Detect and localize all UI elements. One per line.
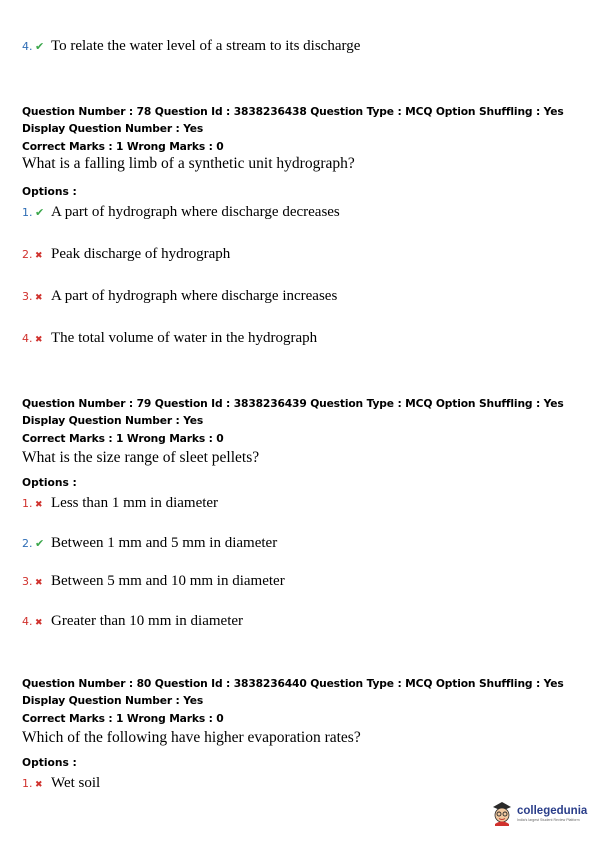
option-number: 4. [22,615,33,628]
options-label: Options : [22,185,77,198]
options-label: Options : [22,476,77,489]
option-item [22,495,218,512]
option-item [22,535,277,552]
question-text: What is a falling limb of a synthetic unit hydrograph? [22,155,355,172]
cross-icon: ✖ [35,500,43,510]
cross-icon: ✖ [35,618,43,628]
check-icon: ✔ [35,537,45,550]
cross-icon: ✖ [35,780,43,790]
check-icon: ✔ [35,206,45,219]
question-meta-line: Question Number : 79 Question Id : 3838236439 Question Type : MCQ Option Shuffling : Yes [22,397,564,410]
cross-icon: ✖ [35,335,43,345]
cross-icon: ✖ [35,293,43,303]
option-number: 2. [22,537,33,550]
option-number: 3. [22,575,33,588]
question-text: Which of the following have higher evaporation rates? [22,729,361,746]
cross-icon: ✖ [35,578,43,588]
options-label: Options : [22,756,77,769]
display-number-line: Display Question Number : Yes [22,122,204,135]
cross-icon: ✖ [35,251,43,261]
option-item [22,775,100,792]
option-text: A part of hydrograph where discharge decreases [51,204,340,220]
mascot-icon [490,800,514,826]
marks-line: Correct Marks : 1 Wrong Marks : 0 [22,712,224,725]
option-text: The total volume of water in the hydrograph [51,330,318,346]
option-number: 4. [22,332,33,345]
option-text: A part of hydrograph where discharge increases [51,288,338,304]
option-number: 1. [22,497,33,510]
option-text: Greater than 10 mm in diameter [51,613,244,629]
option-text: To relate the water level of a stream to its discharge [51,38,361,54]
option-text: Between 1 mm and 5 mm in diameter [51,535,278,551]
collegedunia-logo [490,800,587,826]
logo-name: collegedunia [517,804,588,817]
option-item [22,38,360,55]
option-number: 1. [22,206,33,219]
option-text: Between 5 mm and 10 mm in diameter [51,573,285,589]
question-meta-line: Question Number : 78 Question Id : 3838236438 Question Type : MCQ Option Shuffling : Yes [22,105,564,118]
marks-line: Correct Marks : 1 Wrong Marks : 0 [22,432,224,445]
question-text: What is the size range of sleet pellets? [22,449,260,466]
option-item [22,613,243,630]
display-number-line: Display Question Number : Yes [22,414,204,427]
display-number-line: Display Question Number : Yes [22,694,204,707]
option-item [22,330,317,347]
logo-tagline: India's largest Student Review Platform [517,817,580,822]
option-item [22,204,340,221]
option-number: 4. [22,40,33,53]
option-item [22,288,337,305]
option-number: 3. [22,290,33,303]
option-number: 2. [22,248,33,261]
check-icon: ✔ [35,40,45,53]
option-item [22,246,230,263]
option-number: 1. [22,777,33,790]
question-meta-line: Question Number : 80 Question Id : 3838236440 Question Type : MCQ Option Shuffling : Yes [22,677,564,690]
marks-line: Correct Marks : 1 Wrong Marks : 0 [22,140,224,153]
option-item [22,573,285,590]
logo-text [517,805,587,822]
option-text: Peak discharge of hydrograph [51,246,231,262]
option-text: Wet soil [51,775,101,791]
option-text: Less than 1 mm in diameter [51,495,219,511]
